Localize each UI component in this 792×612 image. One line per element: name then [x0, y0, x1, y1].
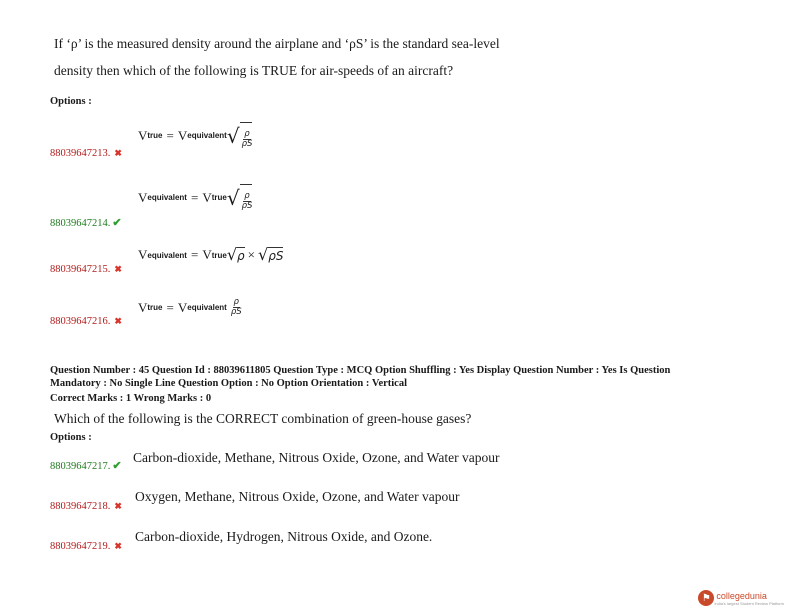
- formula-option-3: V equivalent = V true √ ρ × √ ρS: [138, 245, 284, 264]
- correct-mark-icon: ✔: [112, 460, 122, 472]
- option-text-7: Carbon-dioxide, Hydrogen, Nitrous Oxide, and Ozone.: [135, 529, 433, 544]
- collegedunia-logo: ⚑ collegedunia India's largest Student Review Platform: [698, 590, 784, 606]
- question-meta-line-1: Question Number : 45 Question Id : 88039611805 Question Type : MCQ Option Shuffling : Yes Display Question Number : Yes Is Question: [50, 365, 671, 376]
- option-id-1: 88039647213. ✖: [50, 148, 122, 159]
- question-marks: Correct Marks : 1 Wrong Marks : 0: [50, 393, 212, 404]
- wrong-mark-icon: ✖: [114, 316, 122, 326]
- option-text-5: Carbon-dioxide, Methane, Nitrous Oxide, Ozone, and Water vapour: [133, 450, 500, 465]
- options-label: Options :: [50, 96, 92, 107]
- question-meta-line-2: Mandatory : No Single Line Question Option : No Option Orientation : Vertical: [50, 378, 408, 389]
- option-id-4: 88039647216. ✖: [50, 316, 122, 327]
- options-label: Options :: [50, 432, 92, 443]
- wrong-mark-icon: ✖: [114, 148, 122, 158]
- formula-option-1: V true = V equivalent √ $\frac{\rho}{\rho S}$: [138, 123, 253, 149]
- option-text-6: Oxygen, Methane, Nitrous Oxide, Ozone, and Water vapour: [135, 489, 460, 504]
- formula-option-4: V true = V equivalent $\frac{\rho}{\rho S}$: [138, 297, 242, 317]
- wrong-mark-icon: ✖: [114, 541, 122, 551]
- wrong-mark-icon: ✖: [114, 501, 122, 511]
- option-id-5: 88039647217. ✔: [50, 460, 122, 472]
- option-id-2: 88039647214. ✔: [50, 217, 122, 229]
- question-text: Which of the following is the CORRECT combination of green-house gases?: [54, 411, 472, 426]
- question-text-line-2: density then which of the following is TRUE for air-speeds of an aircraft?: [54, 63, 454, 78]
- option-id-6: 88039647218. ✖: [50, 501, 122, 512]
- correct-mark-icon: ✔: [112, 217, 122, 229]
- option-id-3: 88039647215. ✖: [50, 264, 122, 275]
- graduation-cap-icon: ⚑: [698, 590, 714, 606]
- formula-option-2: V equivalent = V true √ $\frac{\rho}{\rho S}$: [138, 185, 253, 211]
- wrong-mark-icon: ✖: [114, 264, 122, 274]
- question-text-line-1: If ‘ρ’ is the measured density around the airplane and ‘ρS’ is the standard sea-level: [54, 36, 500, 51]
- option-id-7: 88039647219. ✖: [50, 541, 122, 552]
